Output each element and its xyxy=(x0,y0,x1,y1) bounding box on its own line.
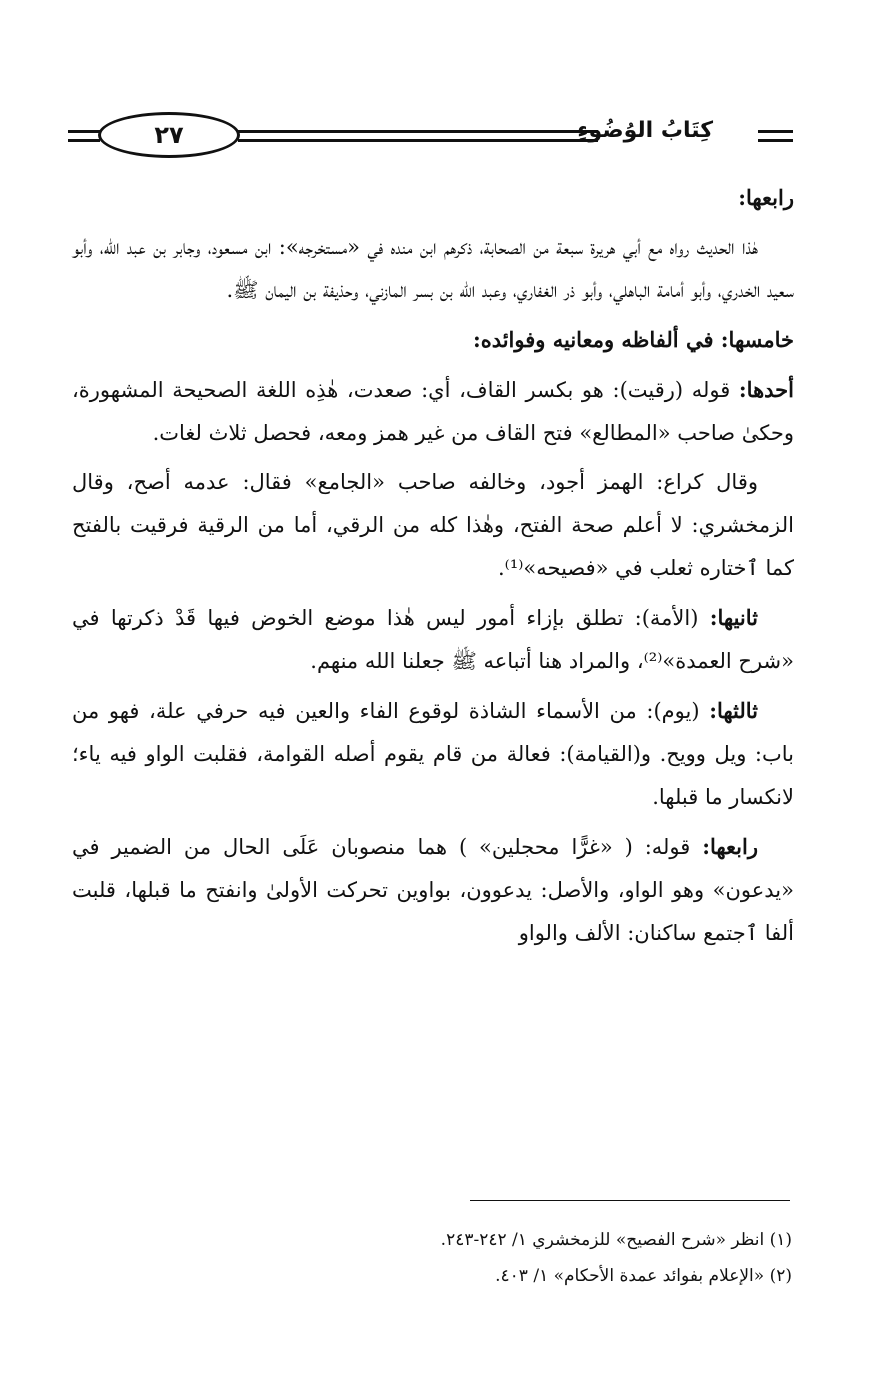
header-rule-left xyxy=(68,139,100,142)
page-header xyxy=(68,112,793,162)
paragraph xyxy=(72,689,794,819)
footnote-divider xyxy=(470,1200,790,1201)
header-rule-right xyxy=(758,139,793,142)
point-heading: ثانيها: xyxy=(709,605,758,630)
paragraph xyxy=(72,176,794,220)
paragraph xyxy=(72,368,794,455)
paragraph xyxy=(72,596,794,683)
footnotes xyxy=(80,1222,792,1294)
point-heading: رابعها: xyxy=(702,834,758,859)
page-number-badge xyxy=(98,112,240,158)
header-rule-left xyxy=(68,130,100,133)
footnote: (٢) «الإعلام بفوائد عمدة الأحكام» ١/ ٤٠٣. xyxy=(495,1266,792,1286)
paragraph xyxy=(72,825,794,955)
paragraph xyxy=(72,226,794,312)
paragraph-text: (الأمة): تطلق بإزاء أمور ليس هٰذا موضع الخوض فيها قَدْ ذكرتها في «شرح العمدة»⁽²⁾، والمراد هنا أتباعه ﷺ جعلنا الله منهم. xyxy=(72,606,794,673)
section-heading: رابعها: xyxy=(738,185,794,210)
page-number: ٢٧ xyxy=(154,121,184,149)
paragraph-text: وقال كراع: الهمز أجود، وخالفه صاحب «الجامع» فقال: عدمه أصح، وقال الزمخشري: لا أعلم صحة الفتح، وهٰذا كله من الرقي، أما من الرقية فرقيت بالفتح كما ٱختاره ثعلب في «فصيحه»⁽¹⁾. xyxy=(72,470,794,580)
point-heading: أحدها: xyxy=(738,377,794,402)
paragraph-text: قوله: ( «غرًّا محجلين» ) هما منصوبان عَلَى الحال من الضمير في «يدعون» وهو الواو، والأصل: يدعوون، بواوين تحركت الأولىٰ وانفتح ما قبلها، قلبت ألفا ٱجتمع ساكنان: الألف والواو xyxy=(72,835,794,945)
paragraph-text: قوله (رقيت): هو بكسر القاف، أي: صعدت، هٰذِه اللغة الصحيحة المشهورة، وحكىٰ صاحب «المطالع» فتح القاف من غير همز ومعه، فحصل ثلاث لغات. xyxy=(72,378,794,445)
book-title: كِتَابُ الوُضُوءِ xyxy=(577,118,713,143)
paragraph xyxy=(72,461,794,590)
header-rule-middle xyxy=(238,139,598,142)
paragraph-text: (يوم): من الأسماء الشاذة لوقوع الفاء والعين فيه حرفي علة، فهو من باب: ويل وويح. و(القيامة): فعالة من قام يقوم أصله القوامة، فقلبت الواو فيه ياء؛ لانكسار ما قبلها. xyxy=(72,699,794,809)
header-rule-middle xyxy=(238,130,598,133)
section-heading: خامسها: في ألفاظه ومعانيه وفوائده: xyxy=(472,327,794,352)
main-text xyxy=(72,176,794,961)
paragraph xyxy=(72,318,794,362)
paragraph-text: هٰذا الحديث رواه مع أبي هريرة سبعة من الصحابة، ذكرهم ابن منده في «مستخرجه»: ابن مسعود، وجابر بن عبد الله، وأبو سعيد الخدري، وأبو أمامة الباهلي، وأبو ذر الغفاري، وعبد الله بن بسر المازني، وحذيفة بن اليمان ﷺ. xyxy=(72,235,794,302)
point-heading: ثالثها: xyxy=(709,698,758,723)
footnote: (١) انظر «شرح الفصيح» للزمخشري ١/ ٢٤٢-٢٤٣. xyxy=(440,1230,792,1250)
header-rule-right xyxy=(758,130,793,133)
